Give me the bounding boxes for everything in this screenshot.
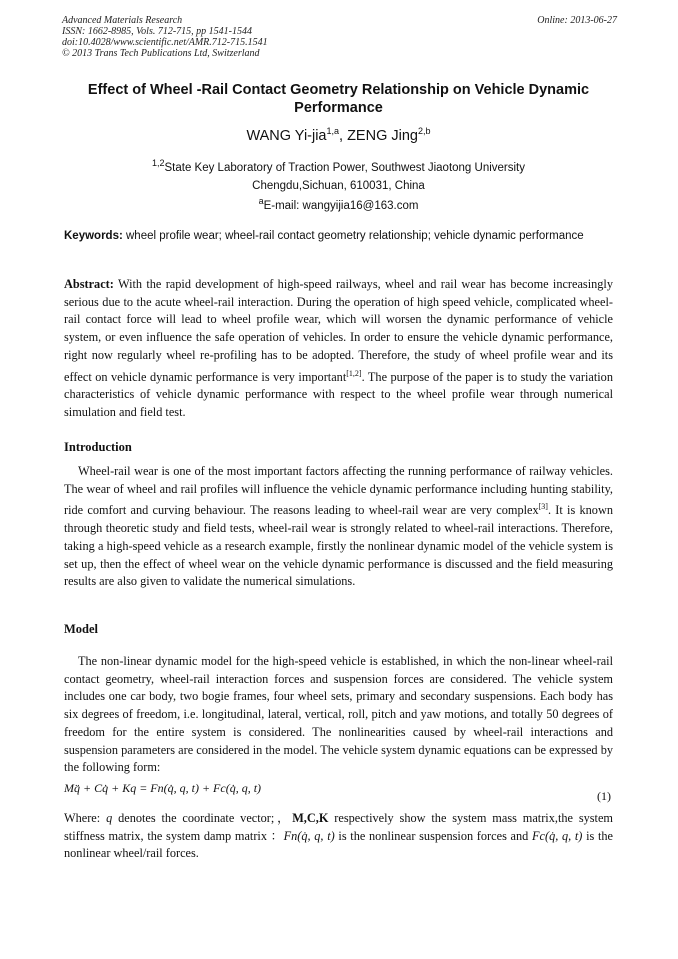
abstract-label: Abstract: <box>64 277 114 291</box>
author-1-sup: 1,a <box>326 126 340 136</box>
keywords-text: wheel profile wear; wheel-rail contact geometry relationship; vehicle dynamic performance <box>122 230 584 242</box>
introduction-paragraph <box>64 463 613 591</box>
online-date: Online: 2013-06-27 <box>537 15 617 26</box>
model-paragraph: The non-linear dynamic model for the high-speed vehicle is established, in which the non-linear wheel-rail contact geometry, wheel-rail interaction forces and suspension forces are considered. The vehicle system includes one car body, two bogie frames, four wheel sets, primary and secondary suspensions. Each body has six degrees of freedom, i.e. longitudinal, lateral, vertical, roll, pitch and yaw motions, and totally 50 degrees of freedom for the entire system is considered. The nonlinearities caused by wheel-rail interactions and suspension parameters are considered in the model. The vehicle system dynamic equations can be expressed by the following form: <box>64 654 613 775</box>
where-fn-symbol: Fn(q̇, q, t) <box>283 828 335 843</box>
where-mck-symbols: M,C,K <box>292 811 329 825</box>
affiliation-sup: 1,2 <box>151 158 165 168</box>
intro-text-2: . It is known through theoretic study and field tests, wheel-rail wear is strongly related to wheel-rail interactions. Therefore, taking a high-speed vehicle as a research example, firstly the nonlinear dynamic model of the vehicle system is set up, then the effect of wheel wear on the vehicle dynamic performance is discussed and the field measuring results are also given to validate the numerical simulations. <box>64 503 613 589</box>
where-text-2: denotes the coordinate vector;， <box>112 811 293 825</box>
abstract-citation: [1,2] <box>346 368 362 378</box>
abstract-text-1: With the rapid development of high-speed railways, wheel and rail wear has become increasingly serious due to the acute wheel-rail interaction. During the operation of high speed vehicle, complicated wheel-rail contact force will lead to wheel profile wear, which will worsen the dynamic performance of vehicle system, or even influence the safe operation of vehicles. In order to ensure the vehicle dynamic performance, right now regularly wheel re-profiling has to be adopted. Therefore, the study of wheel profile wear and its effect on vehicle dynamic performance is very important <box>64 277 613 384</box>
author-1: WANG Yi-jia <box>246 127 327 144</box>
equation-text: Mq̈ + Cq̇ + Kq = Fn(q̇, q, t) + Fc(q̇, q, t) <box>64 781 262 795</box>
where-text-3: respectively show the system mass matrix,the system stiffness matrix, the system damp matrix ： <box>64 811 613 843</box>
issn-line: ISSN: 1662-8985, Vols. 712-715, pp 1541-1544 <box>62 26 252 37</box>
keywords-label: Keywords: <box>64 230 123 242</box>
where-paragraph <box>64 810 613 863</box>
author-line <box>62 126 615 144</box>
copyright-line: © 2013 Trans Tech Publications Ltd, Switzerland <box>62 48 260 59</box>
author-separator: , <box>339 127 348 144</box>
affiliation-line-2: Chengdu,Sichuan, 610031, China <box>252 179 425 192</box>
affiliation-line-1: State Key Laboratory of Traction Power, Southwest Jiaotong University <box>164 161 526 174</box>
where-text-1: Where: <box>64 811 107 825</box>
equation-number: (1) <box>597 789 611 803</box>
author-2: ZENG Jing <box>347 127 418 144</box>
journal-header <box>62 15 617 59</box>
author-2-sup: 2,b <box>418 126 431 136</box>
keywords <box>64 228 613 245</box>
doi-line: doi:10.4028/www.scientific.net/AMR.712-715.1541 <box>62 37 268 48</box>
where-text-5: is the nonlinear wheel/rail forces. <box>64 828 614 861</box>
abstract <box>64 276 613 422</box>
introduction-heading: Introduction <box>64 440 132 454</box>
where-fc-symbol: Fc(q̇, q, t) <box>532 828 583 843</box>
email-line <box>62 196 615 212</box>
where-q-symbol: q <box>106 811 113 825</box>
where-text-4: is the nonlinear suspension forces and <box>334 828 532 843</box>
model-heading: Model <box>64 622 99 636</box>
intro-text-1: Wheel-rail wear is one of the most important factors affecting the running performance of railway vehicles. The wear of wheel and rail profiles will influence the vehicle dynamic performance including hunting stability, ride comfort and curving behaviour. The reasons leading to wheel-rail wear are very complex <box>64 464 613 518</box>
paper-title: Effect of Wheel -Rail Contact Geometry Relationship on Vehicle Dynamic Performance <box>87 82 590 116</box>
abstract-text-2: . The purpose of the paper is to study the variation characteristics of vehicle dynamic performance with respect to the wheel profile wear through numerical simulation and field test. <box>64 369 613 420</box>
intro-citation: [3] <box>538 502 548 512</box>
affiliation <box>62 154 615 195</box>
journal-name: Advanced Materials Research <box>62 15 183 26</box>
email-text: E-mail: wangyijia16@163.com <box>263 199 419 212</box>
email-sup: a <box>258 196 264 206</box>
equation-1 <box>64 779 613 803</box>
